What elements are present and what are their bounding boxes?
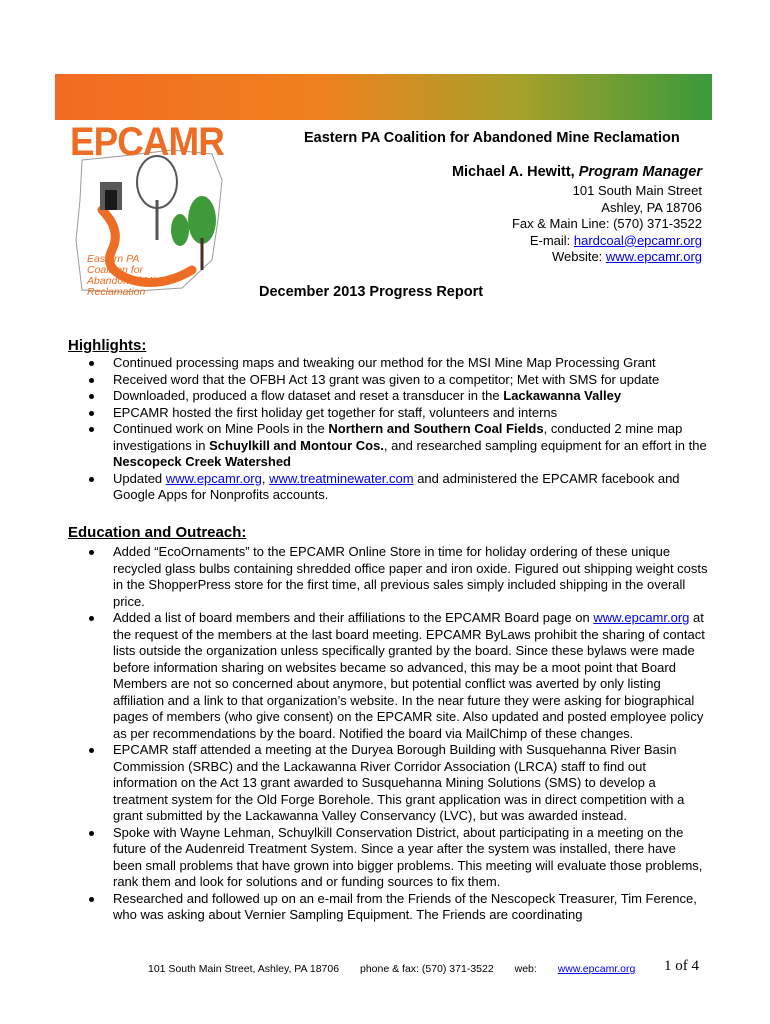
bold-text: Nescopeck Creek Watershed <box>113 454 291 469</box>
bold-text: Lackawanna Valley <box>503 388 622 403</box>
bullet-icon <box>89 411 94 416</box>
epcamr-logo <box>62 120 234 302</box>
bullet-icon <box>89 427 94 432</box>
item-text: Added a list of board members and their affiliations to the EPCAMR Board page on <box>113 610 594 625</box>
footer-web: web: www.epcamr.org <box>514 963 636 975</box>
footer-web-link[interactable]: www.epcamr.org <box>557 963 636 975</box>
item-text: Researched and followed up on an e-mail from the Friends of the Nescopeck Treasurer, Tim Ference, who was asking about Vernier Sampling Equipment. The Friends are coordinating <box>113 890 697 922</box>
website-link[interactable]: www.epcamr.org <box>605 249 702 264</box>
report-title: December 2013 Progress Report <box>259 284 484 300</box>
logo-caption: Eastern PA Coalition for Abandoned Mine Reclamation <box>87 253 167 298</box>
highlights-list <box>68 355 708 504</box>
bullet-icon <box>89 378 94 383</box>
contact-name: Michael A. Hewitt, Program Manager <box>451 164 702 180</box>
bullet-icon <box>89 748 94 753</box>
address-block <box>512 183 702 266</box>
website-line: Website: www.epcamr.org <box>551 249 702 264</box>
inline-link[interactable]: www.epcamr.org <box>593 610 690 625</box>
inline-link[interactable]: www.epcamr.org <box>165 470 262 486</box>
education-item <box>68 742 708 825</box>
contact-role: Program Manager <box>578 164 702 180</box>
item-text: Received word that the OFBH Act 13 grant was given to a competitor; Met with SMS for update <box>113 371 660 387</box>
email-link[interactable]: hardcoal@epcamr.org <box>573 232 702 248</box>
email-line: E-mail: hardcoal@epcamr.org <box>529 232 702 248</box>
item-text: Continued work on Mine Pools in the <box>113 421 329 436</box>
item-text: , <box>261 470 270 486</box>
bullet-icon <box>89 550 94 555</box>
page-number: 1 of 4 <box>664 958 699 974</box>
footer-phone: phone & fax: (570) 371-3522 <box>360 963 494 975</box>
item-text: EPCAMR staff attended a meeting at the Duryea Borough Building with Susquehanna River Basin Commission (SRBC) and the Lackawanna River Corridor Association (LRCA) staff to find out information on the Act 13 grant awarded to Susquehanna Mining Solutions (SMS) to develop a treatment system for the Old Forge Borehole. This grant application was in direct competition with a grant submitted by the Lackawanna Valley Conservancy (LVC), but was awarded instead. <box>113 742 685 823</box>
bullet-icon <box>89 394 94 399</box>
item-text: , and researched sampling equipment for an effort in the <box>383 437 707 453</box>
education-heading: Education and Outreach: <box>68 524 247 541</box>
item-text: Continued processing maps and tweaking our method for the MSI Mine Map Processing Grant <box>113 355 656 370</box>
item-text: , conducted 2 mine map investigations in <box>113 421 683 453</box>
org-title: Eastern PA Coalition for Abandoned Mine Reclamation <box>304 130 680 146</box>
logo-wordmark: EPCAMR <box>70 120 224 164</box>
bullet-icon <box>89 616 94 621</box>
inline-link[interactable]: www.treatminewater.com <box>269 470 414 486</box>
education-item <box>68 610 708 742</box>
education-list <box>68 544 708 924</box>
tree-green-icon <box>188 196 216 244</box>
item-text: Added “EcoOrnaments” to the EPCAMR Online Store in time for holiday ordering of these unique recycled glass bulbs containing shredded office paper and iron oxide. Figured out shipping weight costs in the ShopperPress store for the first time, all previous sales simply included shipping in the overall price. <box>113 544 708 609</box>
highlights-heading: Highlights: <box>68 337 147 354</box>
bold-text: Northern and Southern Coal Fields <box>328 421 544 436</box>
footer-address: 101 South Main Street, Ashley, PA 18706 <box>148 963 340 975</box>
item-text: Spoke with Wayne Lehman, Schuylkill Conservation District, about participating in a meeting on the future of the Audenreid Treatment System. Since a year after the system was installed, there have been small problems that have grown into bigger problems. This meeting will evaluate those problems, rank them and look for solutions and or funding sources to fix them. <box>113 824 703 889</box>
education-item <box>68 544 708 610</box>
highlights-item <box>68 471 708 504</box>
highlights-item <box>68 405 708 422</box>
highlights-item <box>68 355 708 372</box>
item-text: EPCAMR hosted the first holiday get together for staff, volunteers and interns <box>113 404 558 420</box>
highlights-item <box>68 421 708 471</box>
education-item <box>68 825 708 891</box>
bold-text: Schuylkill and Montour Cos. <box>209 437 384 453</box>
address-line1: 101 South Main Street <box>572 183 702 198</box>
header-banner <box>55 74 712 120</box>
item-text: Updated <box>113 470 166 486</box>
item-text: and administered the EPCAMR facebook and Google Apps for Nonprofits accounts. <box>113 470 680 502</box>
item-text: Downloaded, produced a flow dataset and reset a transducer in the <box>113 388 504 403</box>
phone-line: Fax & Main Line: (570) 371-3522 <box>511 216 702 231</box>
bullet-icon <box>89 477 94 482</box>
highlights-item <box>68 388 708 405</box>
address-line2: Ashley, PA 18706 <box>601 199 702 215</box>
item-text: at the request of the members at the last board meeting. EPCAMR ByLaws prohibit the sharing of contact lists outside the organization unless specifically granted by the board. Since these bylaws were made before information sharing on websites became so advanced, this may be a moot point that Board Members are not so concerned about anymore, but potential conflict was averted by only listing affiliation and a link to that organization’s website. In the near future they were asking for biographical pages of members (who give consent) on the EPCAMR site. Also updated and posted employee policy as per recommendations by the board. Notified the board via MailChimp of these changes. <box>113 610 705 741</box>
bullet-icon <box>89 361 94 366</box>
bullet-icon <box>89 831 94 836</box>
page-footer <box>148 963 653 975</box>
highlights-item <box>68 372 708 389</box>
education-item <box>68 891 708 924</box>
bullet-icon <box>89 897 94 902</box>
